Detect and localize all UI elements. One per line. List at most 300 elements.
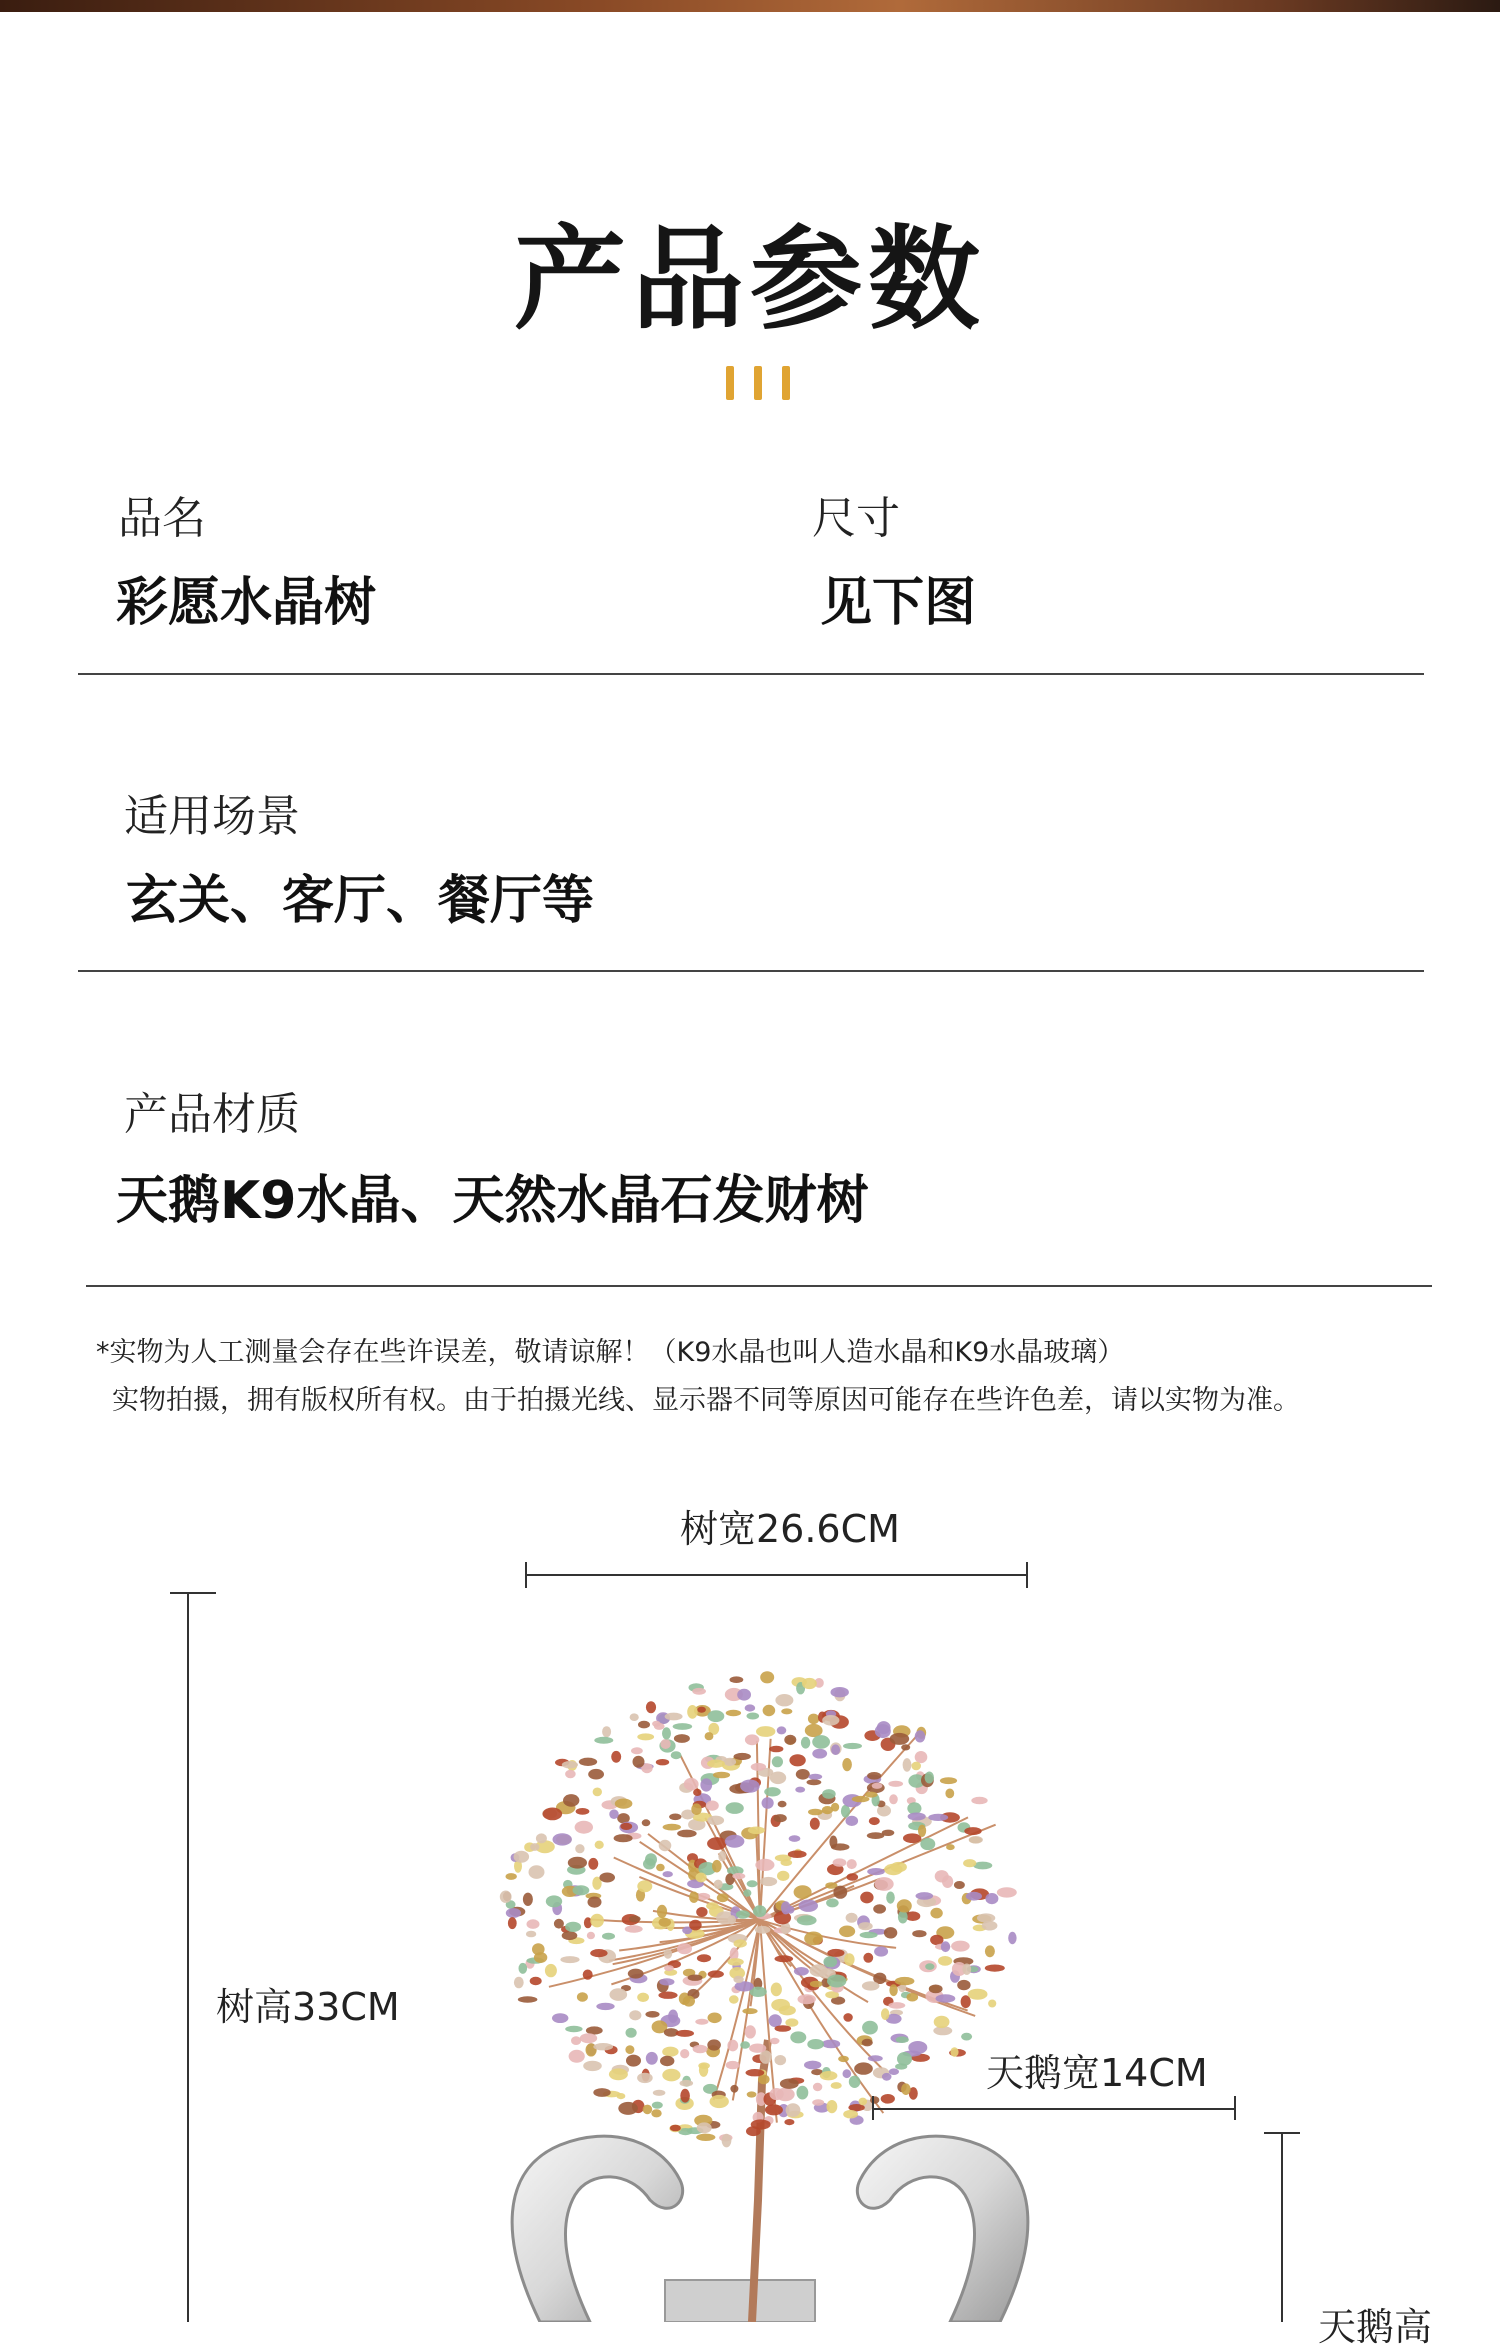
crystal-chip — [847, 1859, 857, 1869]
crystal-chip — [626, 2055, 641, 2067]
crystal-chip — [770, 1772, 786, 1785]
crystal-chip — [775, 1955, 794, 1962]
crystal-chip — [523, 1893, 533, 1906]
crystal-chip — [717, 1893, 729, 1902]
crystal-chip — [896, 2036, 909, 2043]
crystal-chip — [897, 1899, 912, 1912]
crystal-chip — [568, 1857, 587, 1869]
crystal-chip — [812, 2099, 824, 2105]
crystal-chip — [886, 1892, 895, 1904]
crystal-chip — [536, 1833, 547, 1843]
crystal-chip — [646, 2052, 658, 2065]
crystal-chip — [742, 2008, 757, 2014]
crystal-chip — [748, 1827, 765, 1835]
crystal-chip — [769, 2014, 782, 2027]
crystal-chip — [874, 1946, 888, 1956]
crystal-chip — [950, 2047, 958, 2056]
crystal-chip — [997, 1887, 1017, 1897]
crystal-chip — [593, 2043, 613, 2050]
crystal-chip — [747, 2091, 757, 2097]
crystal-chip — [689, 1892, 699, 1903]
crystal-chip — [707, 1816, 724, 1826]
size-label: 尺寸 — [812, 493, 900, 544]
crystal-chip — [728, 1915, 736, 1924]
crystal-chip — [625, 2045, 634, 2054]
crystal-chip — [963, 1859, 976, 1867]
crystal-chip — [718, 1851, 726, 1862]
crystal-chip — [595, 1841, 604, 1849]
crystal-chip — [662, 2069, 680, 2082]
crystal-chip — [777, 1726, 787, 1734]
crystal-chip — [901, 1744, 910, 1750]
crystal-chip — [602, 1933, 615, 1940]
crystal-chip — [797, 2086, 809, 2100]
crystal-chip — [664, 1965, 674, 1971]
crystal-chip — [772, 1756, 783, 1767]
crystal-chip — [590, 1914, 604, 1928]
crystal-chip — [662, 1727, 671, 1739]
crystal-chip — [907, 1993, 919, 2002]
crystal-chip — [844, 1953, 854, 1966]
crystal-chip — [637, 1993, 649, 2002]
crystal-chip — [881, 2094, 895, 2104]
crystal-chip — [822, 1789, 836, 1799]
crystal-chip — [609, 1809, 618, 1819]
crystal-chip — [643, 2105, 653, 2115]
crystal-chip — [859, 2098, 868, 2106]
crystal-chip — [691, 1803, 701, 1815]
crystal-chip — [692, 1688, 706, 1695]
crystal-chip — [838, 2056, 849, 2062]
crystal-chip — [740, 1780, 760, 1793]
crystal-chip — [895, 2063, 907, 2069]
crystal-chip — [697, 2122, 712, 2133]
crystal-chip — [629, 1916, 641, 1923]
crystal-chip — [935, 1870, 949, 1882]
crystal-chip — [770, 2038, 780, 2044]
crystal-chip — [700, 1778, 712, 1791]
crystal-chip — [889, 1794, 898, 1804]
crystal-chip — [705, 1732, 714, 1740]
crystal-chip — [642, 1819, 651, 1826]
crystal-chip — [775, 2055, 787, 2065]
crystal-chip — [868, 2055, 883, 2061]
crystal-chip — [763, 1705, 776, 1716]
crystal-chip — [849, 2076, 861, 2088]
crystal-chip — [827, 2100, 838, 2113]
crystal-chip — [530, 1843, 539, 1851]
crystal-chip — [881, 2008, 889, 2020]
crystal-chip — [822, 1715, 839, 1726]
crystal-chip — [799, 1900, 818, 1912]
crystal-chip — [756, 1726, 775, 1737]
crystal-chip — [751, 2119, 771, 2129]
crystal-chip — [643, 1858, 656, 1869]
crystal-chip — [854, 2062, 873, 2074]
crystal-chip — [810, 1981, 823, 1988]
crystal-chip — [529, 1865, 545, 1879]
crystal-chip — [929, 1985, 943, 1994]
crystal-chip — [646, 1701, 656, 1713]
crystal-chip — [930, 1908, 942, 1919]
crystal-chip — [812, 1735, 830, 1749]
crystal-chip — [807, 2039, 824, 2049]
disclaimer-line-1: *实物为人工测量会存在些许误差，敬请谅解！（K9水晶也叫人造水晶和K9水晶玻璃） — [96, 1337, 1125, 1368]
crystal-chip — [941, 1941, 950, 1952]
accent-bar — [754, 366, 762, 400]
crystal-chip — [985, 1945, 995, 1957]
crystal-chip — [688, 1975, 703, 1981]
crystal-chip — [985, 1893, 998, 1904]
crystal-chip — [664, 1949, 673, 1959]
crystal-chip — [1008, 1932, 1016, 1944]
crystal-chip — [637, 1880, 652, 1892]
crystal-chip — [587, 1932, 595, 1940]
swan-width-tick — [1234, 2096, 1236, 2120]
crystal-chip — [676, 2030, 694, 2037]
crystal-chip — [659, 1918, 671, 1927]
crystal-chip — [680, 2080, 694, 2087]
crystal-chip — [771, 1983, 782, 1997]
crystal-chip — [794, 1885, 812, 1899]
tree-width-line — [525, 1574, 1028, 1576]
crystal-chip — [882, 2073, 892, 2081]
crystal-chip — [697, 1954, 711, 1962]
crystal-chip — [693, 2045, 708, 2054]
crystal-chip — [663, 1824, 681, 1831]
crystal-chip — [747, 1880, 758, 1887]
crystal-chip — [725, 1835, 745, 1848]
crystal-chip — [656, 1759, 669, 1765]
swan-height-label: 天鹅高 — [1318, 2305, 1433, 2349]
crystal-chip — [786, 2103, 801, 2117]
crystal-chip — [966, 1892, 982, 1901]
crystal-chip — [988, 2000, 996, 2008]
crystal-chip — [506, 1908, 521, 1918]
crystal-chip — [565, 1922, 581, 1932]
crystal-chip — [593, 1788, 602, 1797]
crystal-chip — [573, 1885, 590, 1895]
crystal-chip — [575, 1844, 584, 1853]
crystal-chip — [925, 1772, 934, 1784]
crystal-chip — [722, 2134, 732, 2148]
crystal-chip — [820, 2071, 838, 2080]
crystal-chip — [662, 2047, 678, 2057]
crystal-chip — [862, 2039, 873, 2047]
crystal-chip — [908, 2041, 927, 2054]
crystal-chip — [781, 1859, 793, 1866]
crystal-chip — [724, 1758, 737, 1766]
crystal-chip — [615, 1799, 633, 1809]
crystal-chip — [543, 1808, 563, 1821]
crystal-chip — [696, 2134, 715, 2141]
crystal-chip — [629, 2010, 641, 2020]
crystal-chip — [985, 1965, 1005, 1972]
crystal-chip — [968, 1989, 988, 2000]
crystal-chip — [912, 1930, 926, 1937]
crystal-chip — [770, 2088, 784, 2100]
crystal-chip — [633, 1756, 645, 1768]
crystal-chip — [808, 1809, 823, 1816]
right-swan — [857, 2136, 1028, 2322]
crystal-chip — [760, 1671, 774, 1683]
crystal-chip — [908, 1813, 926, 1821]
crystal-chip — [865, 1792, 878, 1798]
crystal-chip — [823, 1956, 837, 1967]
crystal-chip — [977, 1913, 995, 1922]
title-accent-bars — [726, 366, 790, 400]
crystal-chip — [915, 1751, 928, 1763]
crystal-chip — [707, 1837, 727, 1850]
crystal-chip — [652, 1721, 661, 1727]
crystal-chip — [852, 1796, 870, 1802]
crystal-chip — [651, 2109, 661, 2117]
divider — [86, 1285, 1432, 1287]
crystal-chip — [637, 2073, 653, 2083]
crystal-chip — [867, 1772, 881, 1780]
crystal-chip — [903, 1833, 921, 1843]
material-value: 天鹅K9水晶、天然水晶石发财树 — [116, 1171, 869, 1231]
crystal-chip — [839, 1926, 855, 1938]
crystal-chip — [677, 1830, 697, 1838]
crystal-chip — [946, 1844, 955, 1850]
crystal-chip — [785, 2018, 798, 2026]
crystal-chip — [957, 1980, 970, 1990]
crystal-chip — [888, 1781, 903, 1787]
crystal-chip — [843, 2013, 852, 2022]
crystal-chip — [790, 2031, 806, 2043]
crystal-chip — [884, 1927, 897, 1938]
crystal-chip — [755, 1926, 771, 1934]
crystal-chip — [872, 1783, 883, 1789]
crystal-chip — [774, 1814, 787, 1822]
crystal-chip — [964, 1827, 981, 1835]
crystal-chip — [890, 1733, 910, 1745]
accent-bar — [782, 366, 790, 400]
crystal-chip — [813, 2083, 822, 2091]
name-value: 彩愿水晶树 — [116, 573, 377, 633]
crystal-chip — [862, 1981, 880, 1990]
crystal-chip — [961, 2033, 972, 2041]
crystal-chip — [696, 1873, 707, 1883]
crystal-chip — [796, 1769, 810, 1780]
crystal-chip — [969, 1836, 983, 1844]
crystal-chip — [915, 1730, 926, 1742]
crystal-chip — [751, 1763, 766, 1771]
crystal-chip — [663, 1871, 673, 1877]
crystal-chip — [638, 1721, 650, 1729]
crystal-chip — [812, 1749, 827, 1759]
crystal-chip — [500, 1891, 512, 1903]
crystal-chip — [594, 1737, 613, 1744]
crystal-chip — [784, 2119, 794, 2125]
crystal-chip — [863, 1953, 873, 1963]
crystal-chip — [797, 1915, 817, 1925]
crystal-chip — [729, 1995, 739, 2003]
swan-width-label: 天鹅宽14CM — [986, 2051, 1208, 2095]
crystal-chip — [671, 1751, 682, 1759]
crystal-chip — [758, 2075, 770, 2085]
crystal-chip — [514, 1977, 524, 1989]
crystal-chip — [911, 1762, 921, 1771]
crystal-chip — [506, 1873, 517, 1880]
crystal-chip — [736, 1910, 750, 1918]
crystal-chip — [727, 2040, 738, 2052]
crystal-chip — [827, 1949, 844, 1957]
tree-height-label: 树高33CM — [216, 1985, 400, 2029]
crystal-chip — [774, 1911, 791, 1924]
crystal-chip — [713, 1772, 730, 1779]
crystal-chip — [804, 2061, 821, 2070]
crystal-chip — [530, 1977, 542, 1985]
crystal-chip — [593, 2088, 610, 2097]
crystal-chip — [726, 1710, 741, 1716]
crystal-chip — [846, 1913, 858, 1923]
crystal-chip — [625, 1925, 643, 1933]
crystal-chip — [669, 1814, 681, 1821]
crystal-chip — [560, 1956, 579, 1963]
crystal-chip — [925, 1963, 934, 1970]
crystal-chip — [903, 1758, 912, 1772]
name-label: 品名 — [118, 493, 206, 544]
crystal-chip — [656, 1864, 665, 1872]
crystal-chip — [802, 1678, 817, 1689]
crystal-chip — [588, 1769, 604, 1780]
crystal-chip — [951, 1941, 970, 1952]
crystal-chip — [891, 1862, 907, 1872]
crystal-chip — [580, 2033, 597, 2043]
crystal-chip — [847, 1873, 859, 1881]
crystal-chip — [916, 1892, 934, 1900]
crystal-chip — [653, 2090, 666, 2096]
crystal-chip — [677, 1943, 692, 1954]
crystal-chip — [775, 2025, 792, 2032]
crystal-chip — [795, 1787, 805, 1793]
crystal-chip — [596, 2003, 614, 2010]
crystal-chip — [808, 1714, 819, 1725]
crystal-chip — [526, 1931, 536, 1938]
crystal-chip — [684, 1778, 699, 1791]
crystal-chip — [889, 1984, 897, 1996]
crystal-chip — [579, 1758, 597, 1766]
crystal-chip — [519, 1963, 528, 1974]
crystal-chip — [652, 2102, 663, 2109]
crystal-chip — [831, 1843, 850, 1850]
crystal-chip — [683, 1996, 695, 2007]
crystal-chip — [730, 2085, 738, 2093]
crystal-chip — [673, 1723, 693, 1730]
crystal-chip — [843, 2110, 858, 2119]
crystal-chip — [753, 1905, 766, 1917]
divider — [78, 673, 1424, 675]
crystal-chip — [697, 1707, 706, 1713]
crystal-chip — [769, 1746, 783, 1753]
tree-width-label: 树宽26.6CM — [680, 1507, 900, 1551]
crystal-chip — [554, 1919, 564, 1929]
crystal-chip — [780, 2079, 799, 2089]
crystal-chip — [971, 1797, 987, 1805]
crystal-chip — [730, 1676, 744, 1683]
crystal-chip — [707, 2039, 721, 2050]
top-banner-strip — [0, 0, 1500, 12]
crystal-chip — [798, 1994, 816, 2004]
crystal-chip — [545, 1964, 557, 1977]
crystal-chip — [810, 1818, 820, 1830]
crystal-chip — [784, 1735, 796, 1745]
crystal-chip — [611, 1751, 621, 1763]
crystal-chip — [743, 1889, 751, 1896]
crystal-chip — [843, 2069, 852, 2078]
crystal-chip — [831, 2082, 842, 2089]
crystal-chip — [618, 2102, 638, 2115]
crystal-chip — [527, 1919, 540, 1929]
crystal-chip — [660, 1739, 670, 1749]
crystal-chip — [801, 1737, 810, 1749]
crystal-chip — [514, 1851, 530, 1863]
tree-height-tick — [170, 1592, 216, 1594]
crystal-chip — [873, 1904, 886, 1913]
crystal-chip — [745, 1734, 759, 1745]
crystal-chip — [749, 2044, 766, 2053]
crystal-chip — [565, 1770, 576, 1779]
crystal-chip — [901, 2083, 911, 2095]
crystal-chip — [552, 2013, 568, 2023]
crystal-chip — [962, 1964, 971, 1975]
crystal-chip — [660, 2056, 674, 2066]
crystal-chip — [867, 1868, 885, 1875]
crystal-chip — [674, 1734, 690, 1743]
crystal-chip — [833, 1886, 847, 1899]
crystal-chip — [788, 1850, 807, 1858]
crystal-chip — [762, 1797, 774, 1809]
swan-height-line — [1281, 2132, 1283, 2322]
crystal-chip — [658, 1992, 677, 1999]
accent-bar — [726, 366, 734, 400]
crystal-chip — [826, 1898, 839, 1907]
crystal-chip — [846, 1816, 859, 1826]
crystal-chip — [740, 2041, 750, 2049]
crystal-chip — [945, 1789, 954, 1799]
crystal-chip — [918, 1825, 926, 1837]
crystal-chip — [626, 2028, 637, 2038]
crystal-chip — [687, 1705, 697, 1719]
crystal-chip — [576, 1808, 590, 1815]
crystal-chip — [689, 1920, 702, 1931]
crystal-chip — [631, 1747, 643, 1754]
crystal-chip — [708, 1970, 724, 1977]
crystal-chip — [804, 1932, 823, 1946]
crystal-chip — [869, 1817, 880, 1825]
crystal-chip — [789, 1835, 801, 1842]
crystal-chip — [778, 1801, 787, 1808]
crystal-chip — [733, 1976, 743, 1983]
crystal-chip — [714, 1880, 723, 1889]
crystal-chip — [563, 1794, 579, 1807]
crystal-chip — [575, 1821, 593, 1834]
crystal-chip — [532, 1943, 545, 1955]
crystal-chip — [708, 1710, 725, 1722]
crystal-chip — [875, 1877, 894, 1891]
crystal-chip — [609, 2068, 628, 2080]
tree-canopy — [500, 1671, 1017, 2147]
crystal-chip — [746, 2069, 765, 2076]
crystal-chip — [954, 1881, 965, 1889]
crystal-chip — [734, 1939, 747, 1947]
crystal-chip — [637, 1733, 654, 1740]
crystal-chip — [620, 1823, 632, 1830]
crystal-chip — [831, 1744, 840, 1755]
crystal-chip — [777, 1871, 789, 1881]
